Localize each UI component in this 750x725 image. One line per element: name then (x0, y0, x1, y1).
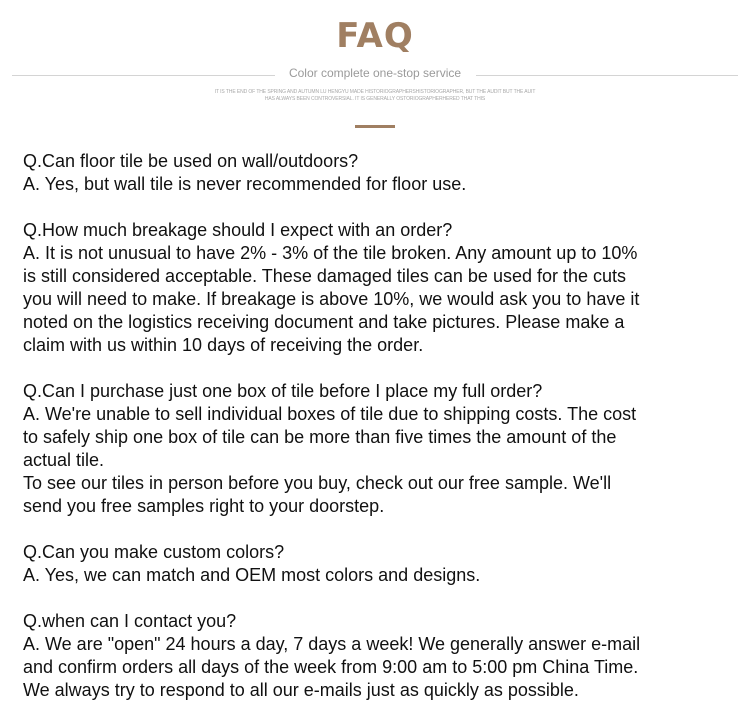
faq-answer-line: you will need to make. If breakage is above 10%, we would ask you to have it (23, 289, 640, 309)
faq-answer-line: claim with us within 10 days of receiving the order. (23, 335, 424, 355)
faq-answer-line: to safely ship one box of tile can be more than five times the amount of the (23, 427, 617, 447)
faq-item (23, 541, 738, 587)
faq-item (23, 150, 738, 196)
decorative-fine-print-line-1: IT IS THE END OF THE SPRING AND AUTUMN LU HENGYU MADE HISTORIOGRAPHERSHISTORIOGRAPHER, BUT THE AUDIT BUT THE AUIT (214, 89, 536, 95)
decorative-fine-print-line-2: HAS ALWAYS BEEN CONTROVERSIAL. IT IS GENERALLY OSTORIOGRAPHERHERED THAT THIS (264, 96, 486, 102)
accent-bar (355, 125, 395, 128)
faq-answer-line: A. It is not unusual to have 2% - 3% of the tile broken. Any amount up to 10% (23, 243, 638, 263)
faq-answer-line: actual tile. (23, 450, 105, 470)
faq-question: Q.Can I purchase just one box of tile before I place my full order? (23, 381, 543, 401)
faq-answer-line: A. We're unable to sell individual boxes of tile due to shipping costs. The cost (23, 404, 637, 424)
faq-answer-line: A. We are "open" 24 hours a day, 7 days a week! We generally answer e-mail (23, 634, 641, 654)
faq-answer-line: A. Yes, we can match and OEM most colors and designs. (23, 565, 481, 585)
faq-question: Q.Can you make custom colors? (23, 542, 285, 562)
faq-item (23, 219, 738, 357)
faq-list (23, 150, 738, 725)
faq-answer-line: To see our tiles in person before you buy, check out our free sample. We'll (23, 473, 612, 493)
page-subtitle: Color complete one-stop service (288, 66, 462, 80)
faq-answer-line: and confirm orders all days of the week from 9:00 am to 5:00 pm China Time. (23, 657, 639, 677)
faq-answer-line: send you free samples right to your doorstep. (23, 496, 385, 516)
faq-answer-line: is still considered acceptable. These damaged tiles can be used for the cuts (23, 266, 627, 286)
faq-question: Q.when can I contact you? (23, 611, 237, 631)
faq-question: Q.Can floor tile be used on wall/outdoors? (23, 151, 359, 171)
page-title: FAQ (336, 16, 414, 56)
faq-question: Q.How much breakage should I expect with an order? (23, 220, 453, 240)
faq-answer-line: We always try to respond to all our e-mails just as quickly as possible. (23, 680, 579, 700)
faq-answer-line: A. Yes, but wall tile is never recommended for floor use. (23, 174, 467, 194)
faq-answer-line: noted on the logistics receiving document and take pictures. Please make a (23, 312, 625, 332)
faq-header (0, 0, 750, 140)
faq-item (23, 380, 738, 518)
divider-right (476, 75, 738, 76)
faq-item (23, 610, 738, 702)
